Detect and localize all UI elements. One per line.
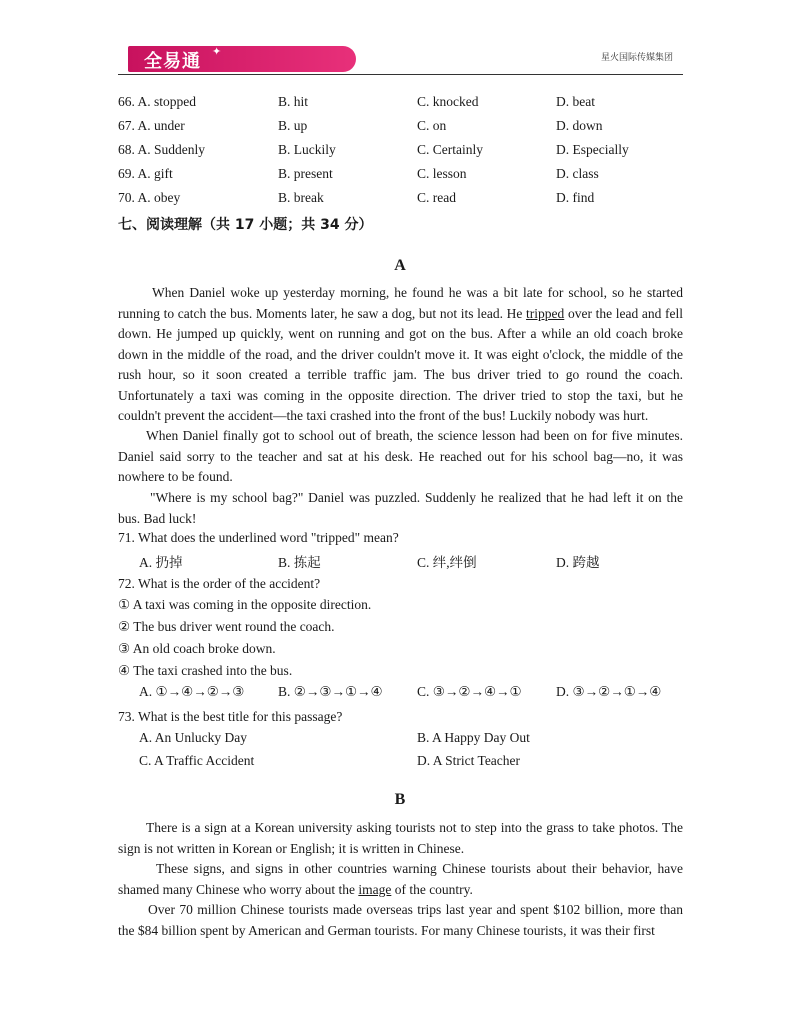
passage-b-paragraph-3: Over 70 million Chinese tourists made overseas trips last year and spent $102 billion, more than the $84 billion spent by American and German tourists. For many Chinese tourists, it was their first (118, 902, 683, 938)
question-71: 71. What does the underlined word "tripped" mean? (118, 530, 399, 545)
option-b: B. hit (278, 94, 309, 109)
option-d: D. class (556, 166, 599, 181)
option-c: C. read (417, 190, 456, 205)
passage-a-paragraph-3: "Where is my school bag?" Daniel was puzzled. Suddenly he realized that he had left it on the bus. Bad luck! (118, 490, 683, 526)
options-row-67 (118, 118, 683, 138)
option-d: D. down (556, 118, 603, 133)
option-c: C. on (417, 118, 447, 133)
option-b: B. 拣起 (278, 555, 321, 570)
option-d: D. 跨越 (556, 555, 600, 570)
option-c: C. Certainly (417, 142, 483, 157)
option-c: C. 绊,绊倒 (417, 555, 477, 570)
logo-text: 全易通 (144, 51, 201, 72)
option-d: D. beat (556, 94, 595, 109)
option-b: B. break (278, 190, 324, 205)
question-73-options-row-2 (139, 753, 683, 773)
event-item: ③ An old coach broke down. (118, 641, 276, 656)
option-a: 66. A. stopped (118, 94, 197, 109)
option-d: D. ③→②→①→④ (556, 684, 662, 699)
question-71-options (139, 551, 683, 571)
option-a: A. 扔掉 (139, 555, 183, 570)
passage-b-paragraph-2 (118, 859, 683, 900)
publisher-name: 星火国际传媒集团 (600, 53, 673, 63)
option-b: B. ②→③→①→④ (278, 684, 383, 699)
underlined-word: tripped (526, 305, 565, 321)
option-c: C. ③→②→④→① (417, 684, 522, 699)
passage-b-paragraph-1: There is a sign at a Korean university asking tourists not to step into the grass to take photos. The sign is not written in Korean or English; it is written in Chinese. (118, 820, 683, 856)
paragraph-text: These signs, and signs in other countries warning Chinese tourists about their behavior, have shamed many Chinese who worry about the (118, 861, 683, 897)
option-a: A. An Unlucky Day (139, 730, 247, 745)
paragraph-text: When Daniel woke up yesterday morning, he found he was a bit late for school, so he started running to catch the bus. Moments later, he saw a dog, but not its lead. He (118, 285, 683, 321)
option-c: C. lesson (417, 166, 467, 181)
option-b: B. Luckily (278, 142, 336, 157)
option-c: C. A Traffic Accident (139, 753, 255, 768)
brand-logo (128, 46, 356, 72)
passage-a-paragraph-2: When Daniel finally got to school out of breath, the science lesson had been on for five minutes. Daniel said sorry to the teacher and sat at his desk. He reached out for his school bag—no, it was nowhere to be found. (118, 428, 683, 484)
option-d: D. Especially (556, 142, 629, 157)
passage-b-heading: B (394, 791, 406, 808)
question-72: 72. What is the order of the accident? (118, 576, 321, 591)
header-divider (118, 74, 683, 75)
options-row-68 (118, 142, 683, 162)
paragraph-text: of the country. (391, 881, 473, 897)
passage-a-heading: A (394, 257, 406, 274)
option-a: 69. A. gift (118, 166, 173, 181)
option-a: 68. A. Suddenly (118, 142, 206, 157)
option-b: B. up (278, 118, 308, 133)
option-a: 67. A. under (118, 118, 185, 133)
option-c: C. knocked (417, 94, 479, 109)
question-73: 73. What is the best title for this passage? (118, 709, 343, 724)
option-b: B. A Happy Day Out (417, 730, 530, 745)
passage-a-paragraph-1 (118, 283, 683, 427)
question-73-options-row-1 (139, 730, 683, 750)
event-item: ① A taxi was coming in the opposite direction. (118, 597, 372, 612)
page-header (118, 40, 683, 76)
question-72-options (139, 684, 683, 704)
option-b: B. present (278, 166, 333, 181)
options-row-66 (118, 94, 683, 114)
paragraph-text: over the lead and fell down. He jumped up quickly, went on running and got on the bus. After a while an old coach broke down in the middle of the road, and the driver couldn't move it. It was eight o'clock, the middle of the rush hour, so it soon created a terrible traffic jam. The bus driver tried to go round the coach. Unfortunately a taxi was coming in the opposite direction. The driver tried to stop the taxi, but he couldn't prevent the accident—the taxi crashed into the front of the bus! Luckily nobody was hurt. (118, 305, 683, 423)
star-icon: ✦ (212, 46, 222, 58)
option-a: A. ①→④→②→③ (139, 684, 245, 699)
event-item: ② The bus driver went round the coach. (118, 619, 335, 634)
options-row-70 (118, 190, 683, 210)
option-a: 70. A. obey (118, 190, 181, 205)
option-d: D. find (556, 190, 595, 205)
option-d: D. A Strict Teacher (417, 753, 521, 768)
section-title: 七、阅读理解（共 17 小题；共 34 分） (118, 217, 373, 233)
underlined-word: image (358, 881, 392, 897)
event-item: ④ The taxi crashed into the bus. (118, 663, 293, 678)
options-row-69 (118, 166, 683, 186)
